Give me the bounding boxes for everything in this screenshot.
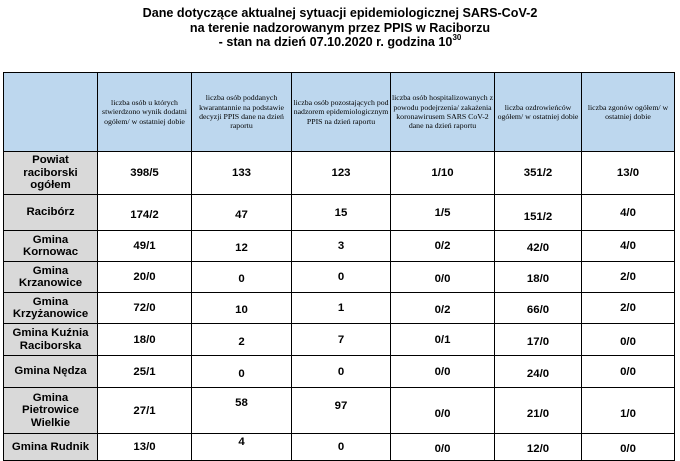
table-cell (292, 388, 391, 434)
table-cell (192, 231, 292, 262)
table-cell (292, 195, 391, 231)
row-label: Gmina Nędza (4, 356, 98, 388)
cell-value: 398/5 (130, 167, 159, 179)
table-cell (98, 356, 192, 388)
table-cell (495, 262, 582, 293)
table-row (4, 231, 675, 262)
table-cell (391, 152, 495, 195)
cell-value: 351/2 (523, 167, 553, 179)
table-cell (495, 388, 582, 434)
column-header: liczba osób u których stwierdzono wynik dodatni ogółem/ w ostatniej dobie (98, 73, 192, 152)
table-cell (98, 293, 192, 324)
table-cell (192, 388, 292, 434)
covid-statistics-table (3, 72, 675, 461)
table-cell (582, 231, 675, 262)
column-header: liczba zgonów ogółem/ w ostatniej dobie (582, 73, 675, 152)
table-cell (292, 293, 391, 324)
cell-value: 58 (235, 396, 248, 409)
cell-value: 0 (337, 441, 345, 453)
title-line-1: Dane dotyczące aktualnej sytuacji epidemiologicznej SARS-CoV-2 (142, 6, 538, 20)
title-hour-superscript: 30 (452, 33, 462, 42)
table-header-row (4, 73, 675, 152)
cell-value: 12/0 (526, 443, 550, 455)
cell-value: 151/2 (523, 210, 553, 223)
table-cell (582, 356, 675, 388)
table-cell (582, 324, 675, 356)
cell-value: 20/0 (133, 271, 156, 283)
table-row (4, 152, 675, 195)
table-row (4, 388, 675, 434)
cell-value: 0/0 (434, 365, 451, 378)
cell-value: 97 (334, 399, 348, 412)
cell-value: 42/0 (526, 242, 550, 254)
table-cell (582, 388, 675, 434)
table-cell (391, 324, 495, 356)
cell-value: 0/0 (434, 407, 451, 420)
table-row (4, 262, 675, 293)
cell-value: 2/0 (620, 302, 636, 314)
row-label: Gmina Krzanowice (4, 262, 98, 293)
report-title (0, 6, 680, 50)
cell-value: 0/0 (620, 443, 636, 455)
cell-value: 3 (337, 240, 345, 252)
cell-value: 4 (238, 436, 245, 448)
cell-value: 72/0 (133, 302, 156, 314)
cell-value: 0/0 (434, 443, 451, 455)
cell-value: 66/0 (526, 304, 550, 316)
table-cell (495, 195, 582, 231)
cell-value: 15 (334, 206, 348, 219)
table-cell (192, 152, 292, 195)
cell-value: 1/5 (434, 206, 451, 219)
cell-value: 18/0 (133, 333, 156, 346)
table-cell (391, 434, 495, 461)
cell-value: 0 (238, 367, 245, 380)
cell-value: 0/0 (434, 273, 451, 285)
table-cell (582, 262, 675, 293)
table-cell (292, 434, 391, 461)
table-cell (391, 231, 495, 262)
table-row (4, 434, 675, 461)
cell-value: 174/2 (130, 208, 159, 221)
cell-value: 133 (231, 167, 251, 179)
cell-value: 10 (235, 304, 248, 316)
cell-value: 49/1 (133, 240, 156, 252)
table-cell (495, 231, 582, 262)
cell-value: 0 (238, 273, 245, 285)
table-cell (98, 388, 192, 434)
table-cell (391, 356, 495, 388)
column-header: liczba osób hospitalizowanych z powodu podejrzenia/ zakażenia koronawirusem SARS CoV-2 dane na dzień raportu (391, 73, 495, 152)
cell-value: 13/0 (133, 441, 156, 453)
row-label: Gmina Pietrowice Wielkie (4, 388, 98, 434)
table-cell (292, 231, 391, 262)
table-cell (98, 324, 192, 356)
cell-value: 4/0 (620, 240, 636, 252)
table-cell (582, 293, 675, 324)
table-row (4, 356, 675, 388)
table-cell (582, 434, 675, 461)
cell-value: 1/0 (620, 407, 636, 420)
table-cell (391, 293, 495, 324)
cell-value: 18/0 (526, 273, 550, 285)
table-cell (192, 324, 292, 356)
cell-value: 2 (238, 335, 245, 348)
row-label: Powiat raciborski ogółem (4, 152, 98, 195)
table-cell (98, 434, 192, 461)
cell-value: 4/0 (620, 206, 636, 219)
table-cell (495, 434, 582, 461)
cell-value: 13/0 (616, 167, 640, 179)
cell-value: 0/0 (620, 365, 636, 378)
title-line-2: na terenie nadzorowanym przez PPIS w Raciborzu (189, 20, 491, 35)
title-line-3 (0, 35, 680, 50)
header-corner-cell (4, 73, 98, 152)
table-cell (98, 231, 192, 262)
cell-value: 0 (337, 365, 345, 378)
cell-value: 0/2 (434, 240, 451, 252)
table-cell (582, 152, 675, 195)
cell-value: 47 (235, 208, 248, 221)
table-cell (98, 152, 192, 195)
cell-value: 0/2 (434, 304, 451, 316)
column-header: liczba ozdrowieńców ogółem/ w ostatniej dobie (495, 73, 582, 152)
row-label: Gmina Kornowac (4, 231, 98, 262)
cell-value: 1/10 (431, 167, 454, 179)
table-cell (192, 195, 292, 231)
table-row (4, 324, 675, 356)
table-cell (495, 152, 582, 195)
row-label: Gmina Rudnik (4, 434, 98, 461)
title-date-text: - stan na dzień 07.10.2020 r. godzina 10 (218, 35, 453, 50)
table-cell (391, 388, 495, 434)
cell-value: 2/0 (620, 271, 636, 283)
table-cell (495, 293, 582, 324)
cell-value: 17/0 (526, 335, 550, 348)
cell-value: 27/1 (133, 404, 156, 417)
cell-value: 24/0 (526, 367, 550, 380)
table-cell (292, 324, 391, 356)
table-cell (391, 195, 495, 231)
cell-value: 25/1 (133, 365, 156, 378)
table-cell (192, 293, 292, 324)
table-cell (495, 356, 582, 388)
column-header: liczba osób poddanych kwarantannie na podstawie decyzji PPIS dane na dzień raportu (192, 73, 292, 152)
table-row (4, 293, 675, 324)
cell-value: 21/0 (526, 407, 550, 420)
cell-value: 1 (337, 302, 345, 314)
row-label: Gmina Krzyżanowice (4, 293, 98, 324)
table-cell (391, 262, 495, 293)
table-cell (582, 195, 675, 231)
cell-value: 123 (331, 167, 351, 179)
table-row (4, 195, 675, 231)
table-cell (192, 356, 292, 388)
column-header: liczba osób pozostających pod nadzorem epidemiologicznym PPIS na dzień raportu (292, 73, 391, 152)
table-cell (292, 356, 391, 388)
table-cell (192, 262, 292, 293)
table-cell (292, 152, 391, 195)
cell-value: 0/0 (620, 335, 636, 348)
table-cell (292, 262, 391, 293)
cell-value: 7 (337, 333, 345, 346)
row-label: Gmina Kuźnia Raciborska (4, 324, 98, 356)
cell-value: 0 (337, 271, 345, 283)
row-label: Racibórz (4, 195, 98, 231)
cell-value: 12 (235, 242, 248, 254)
cell-value: 0/1 (434, 333, 451, 346)
table-cell (192, 434, 292, 461)
table-cell (98, 195, 192, 231)
table-cell (98, 262, 192, 293)
table-cell (495, 324, 582, 356)
